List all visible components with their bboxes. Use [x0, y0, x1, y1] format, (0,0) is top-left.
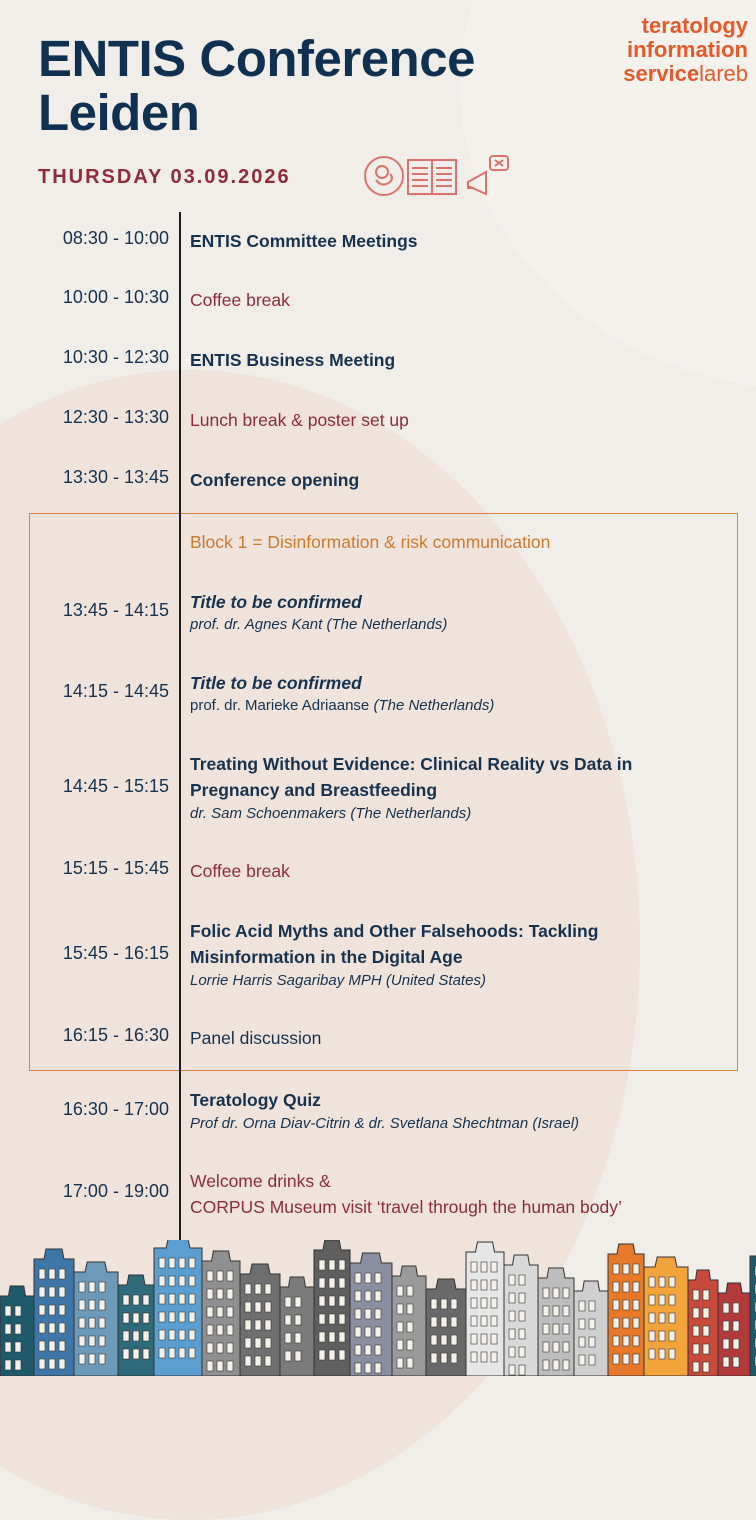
- canal-house: [0, 1286, 34, 1376]
- page-title: [38, 32, 475, 140]
- canal-house: [718, 1283, 750, 1376]
- row-title: Title to be confirmed: [190, 673, 362, 693]
- row-time: 13:45 - 14:15: [62, 600, 169, 620]
- block-title: Block 1 = Disinformation & risk communication: [190, 532, 551, 552]
- megaphone-icon: [468, 156, 508, 194]
- row-time: 16:15 - 16:30: [62, 1025, 169, 1045]
- row-title: ENTIS Business Meeting: [190, 350, 396, 370]
- row-title: Teratology Quiz: [190, 1090, 321, 1110]
- logo-line1: teratology: [641, 13, 748, 38]
- canal-house: [608, 1244, 644, 1376]
- row-title: Coffee break: [190, 290, 290, 310]
- canal-house: [74, 1262, 118, 1376]
- canal-house: [118, 1275, 154, 1376]
- canal-house: [688, 1270, 718, 1376]
- row-time: 10:30 - 12:30: [62, 347, 169, 367]
- title-rest: Conference: [199, 30, 475, 87]
- row-speaker: Prof dr. Orna Diav-Citrin & dr. Svetlana Shechtman (Israel): [190, 1115, 580, 1132]
- row-speaker-country: (The Netherlands): [373, 697, 495, 714]
- row-time: 08:30 - 10:00: [62, 228, 169, 248]
- canal-house: [240, 1264, 280, 1376]
- canal-house: [34, 1249, 74, 1376]
- row-title-line2: Pregnancy and Breastfeeding: [190, 780, 438, 800]
- timeline-line: [179, 212, 181, 1240]
- canal-houses-illustration: [0, 1240, 756, 1376]
- row-title: Panel discussion: [190, 1028, 322, 1048]
- logo-line3-bold: service: [623, 61, 700, 86]
- row-title: Lunch break & poster set up: [190, 410, 409, 430]
- header-icons: [362, 152, 517, 202]
- row-time: 10:00 - 10:30: [62, 287, 169, 307]
- logo-line2: information: [627, 37, 748, 62]
- canal-house: [314, 1240, 350, 1376]
- row-title-line1: Welcome drinks &: [190, 1171, 331, 1191]
- book-icon: [408, 160, 456, 194]
- row-title: Coffee break: [190, 861, 290, 881]
- canal-house: [538, 1268, 574, 1376]
- row-title-line2: Misinformation in the Digital Age: [190, 947, 463, 967]
- row-speaker: prof. dr. Marieke Adriaanse: [190, 697, 370, 714]
- row-time: 12:30 - 13:30: [62, 407, 169, 427]
- canal-house: [426, 1279, 466, 1376]
- row-time: 16:30 - 17:00: [62, 1099, 169, 1119]
- canal-house: [644, 1257, 688, 1376]
- canal-house: [466, 1242, 504, 1376]
- canal-house: [392, 1266, 426, 1376]
- organization-logo: [623, 14, 748, 86]
- row-speaker: prof. dr. Agnes Kant (The Netherlands): [190, 616, 448, 633]
- row-title: Conference opening: [190, 470, 360, 490]
- logo-line3-light: lareb: [699, 61, 748, 86]
- row-time: 14:15 - 14:45: [62, 681, 169, 701]
- event-date: THURSDAY 03.09.2026: [38, 166, 291, 188]
- row-title: Title to be confirmed: [190, 592, 362, 612]
- fetus-icon: [365, 157, 403, 195]
- title-line2: Leiden: [38, 84, 200, 141]
- row-speaker: dr. Sam Schoenmakers (The Netherlands): [190, 805, 472, 822]
- row-title-line1: Folic Acid Myths and Other Falsehoods: Tackling: [190, 921, 599, 941]
- canal-house: [750, 1246, 756, 1376]
- row-speaker: Lorrie Harris Sagaribay MPH (United States): [190, 972, 486, 989]
- canal-house: [574, 1281, 608, 1376]
- row-time: 15:45 - 16:15: [62, 943, 169, 963]
- row-title: ENTIS Committee Meetings: [190, 231, 418, 251]
- row-title-line2: CORPUS Museum visit ‘travel through the human body’: [190, 1197, 622, 1217]
- canal-house: [280, 1277, 314, 1376]
- canal-house: [350, 1253, 392, 1376]
- row-time: 13:30 - 13:45: [62, 467, 169, 487]
- canal-house: [154, 1240, 202, 1376]
- canal-house: [504, 1255, 538, 1376]
- canal-house: [202, 1251, 240, 1376]
- title-bold: ENTIS: [38, 30, 186, 87]
- row-time: 15:15 - 15:45: [62, 858, 169, 878]
- row-title-line1: Treating Without Evidence: Clinical Reality vs Data in: [190, 754, 633, 774]
- row-time: 17:00 - 19:00: [62, 1181, 169, 1201]
- row-time: 14:45 - 15:15: [62, 776, 169, 796]
